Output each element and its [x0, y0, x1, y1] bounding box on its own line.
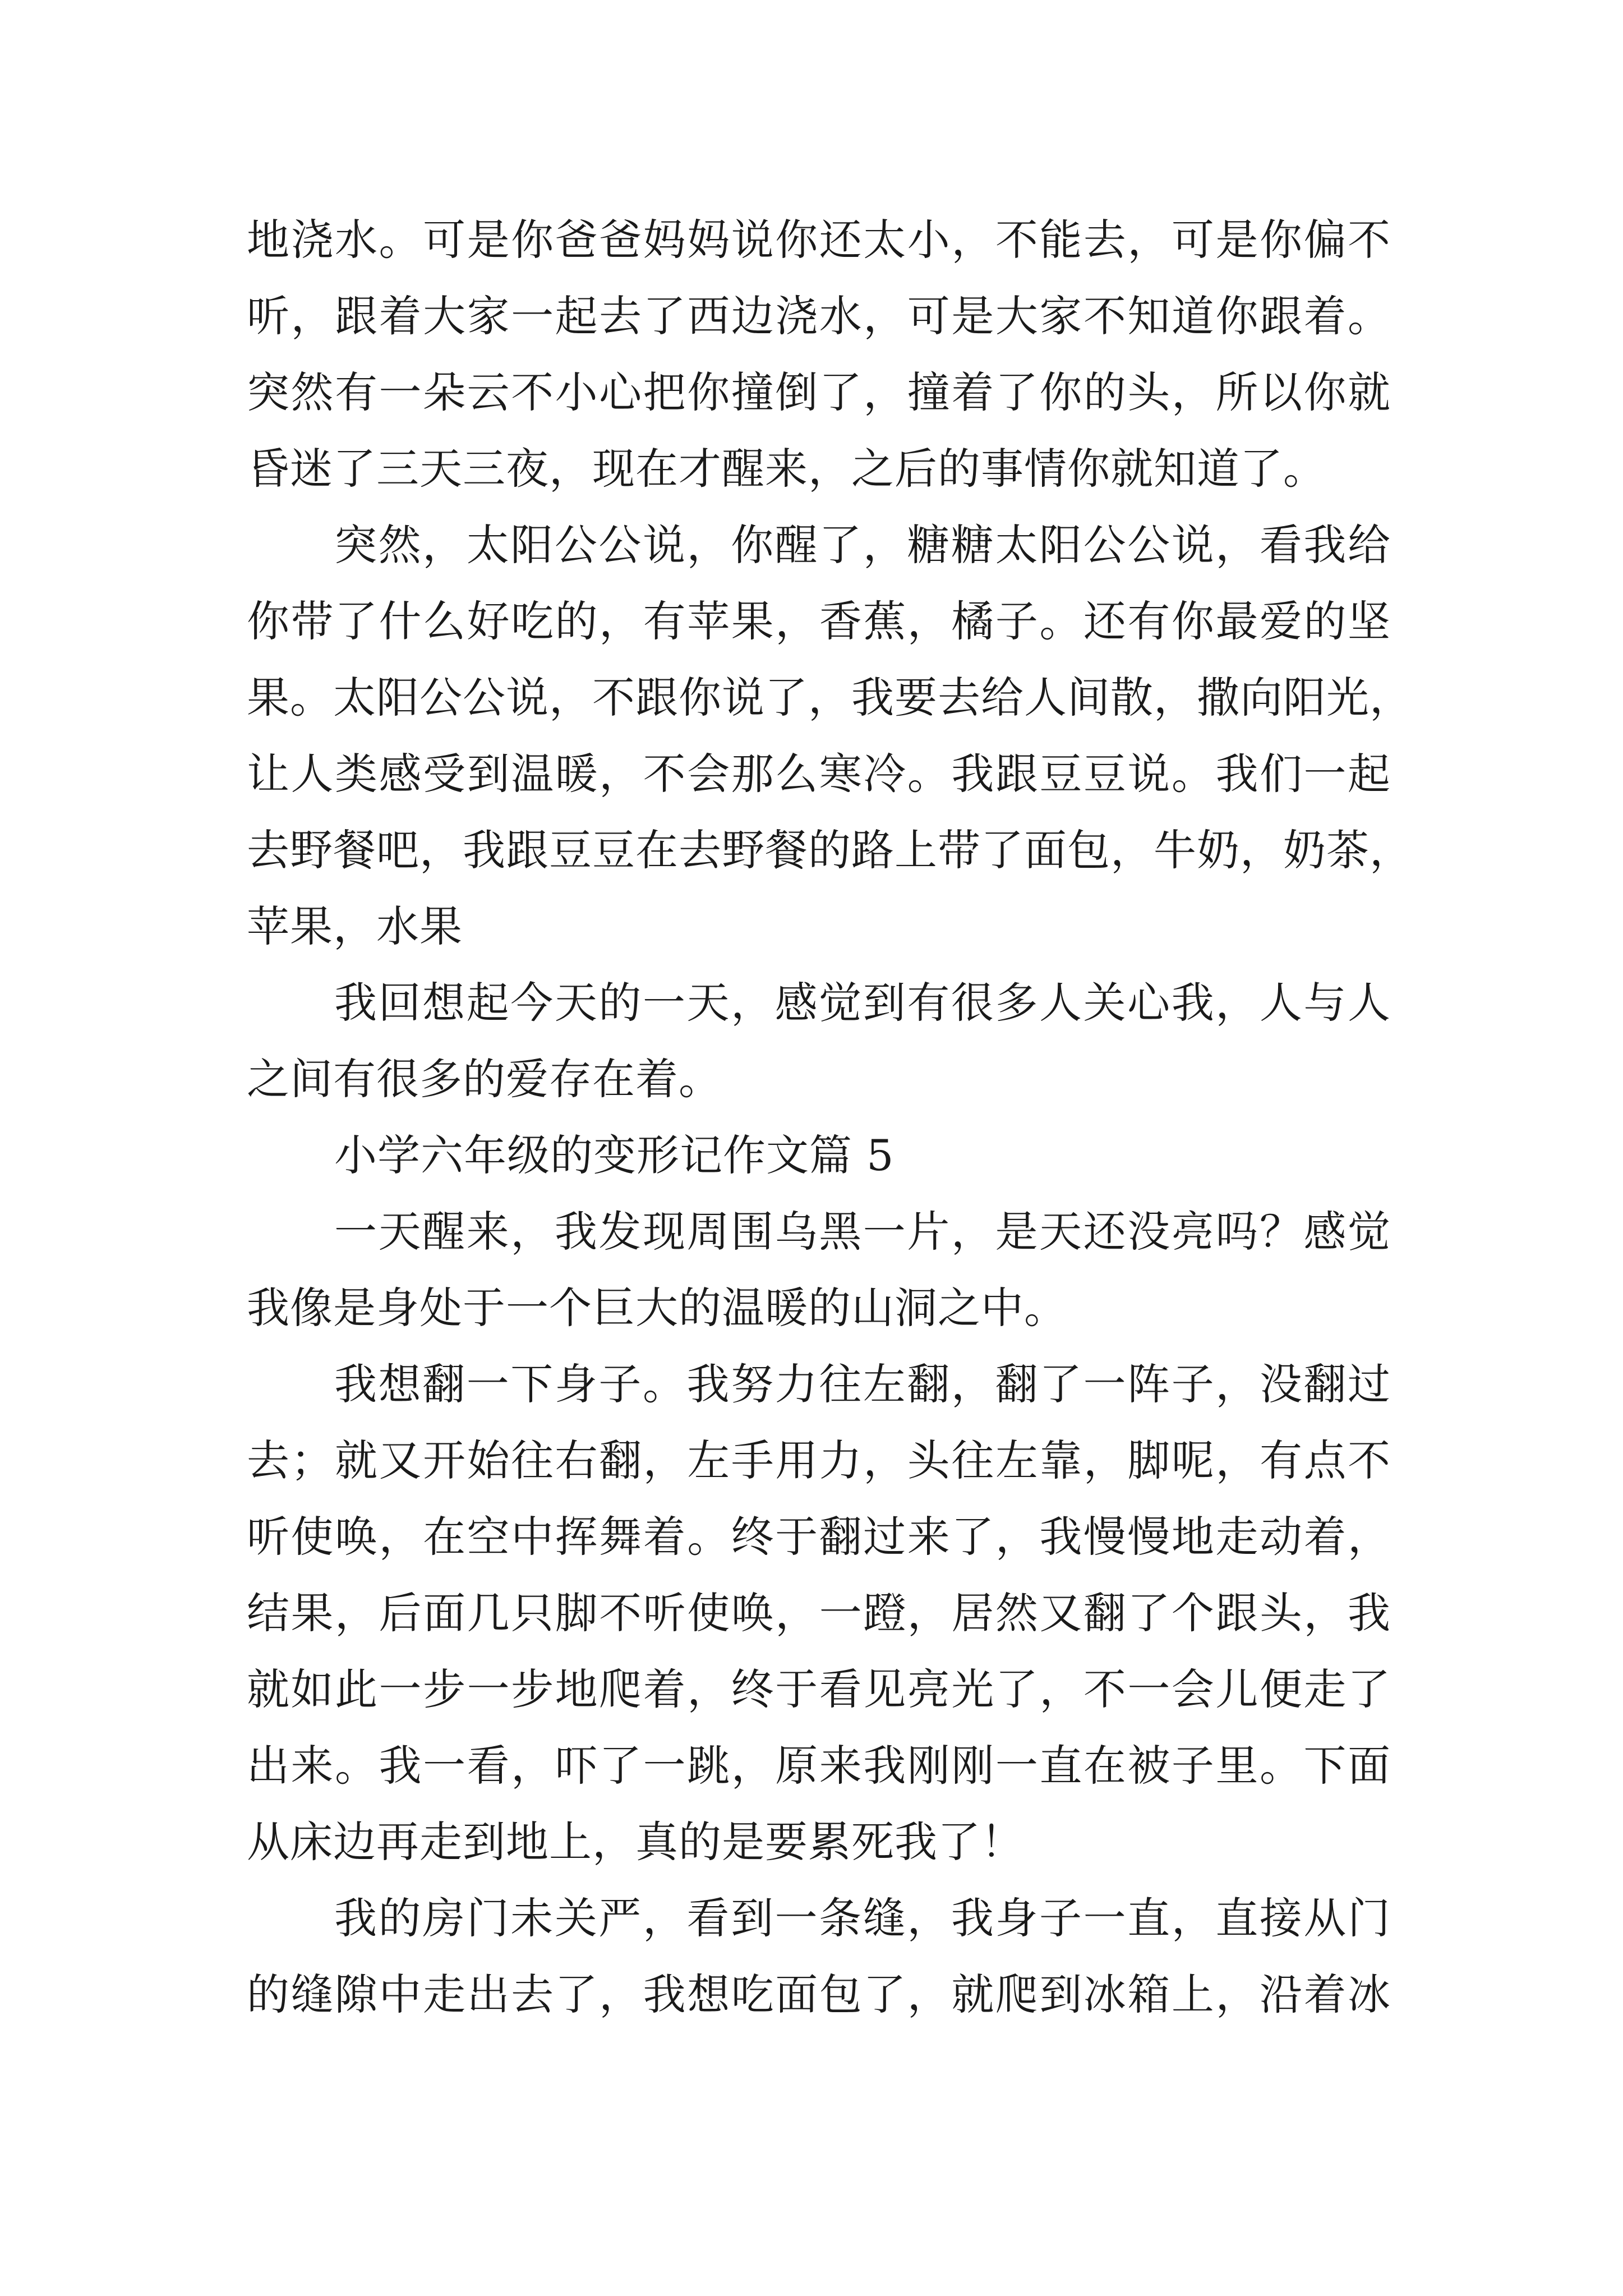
text-line: 去；就又开始往右翻，左手用力，头往左靠，脚呢，有点不 [247, 1435, 1391, 1485]
text-line: 的缝隙中走出去了，我想吃面包了，就爬到冰箱上，沿着冰 [247, 1970, 1391, 2019]
text-line: 我回想起今天的一天，感觉到有很多人关心我，人与人 [334, 978, 1391, 1028]
document-body [247, 202, 1413, 2033]
text-line: 昏迷了三天三夜，现在才醒来，之后的事情你就知道了。 [247, 444, 1326, 494]
text-line: 结果，后面几只脚不听使唤，一蹬，居然又翻了个跟头，我 [247, 1588, 1391, 1638]
text-line: 我的房门未关严，看到一条缝，我身子一直，直接从门 [334, 1893, 1391, 1943]
text-line: 地浇水。可是你爸爸妈妈说你还太小，不能去，可是你偏不 [247, 215, 1391, 265]
text-line: 小学六年级的变形记作文篇 5 [334, 1130, 895, 1180]
text-line: 听，跟着大家一起去了西边浇水，可是大家不知道你跟着。 [247, 291, 1391, 341]
text-line: 就如此一步一步地爬着，终于看见亮光了，不一会儿便走了 [247, 1664, 1391, 1714]
text-line: 去野餐吧，我跟豆豆在去野餐的路上带了面包，牛奶，奶茶， [247, 825, 1413, 875]
text-line: 苹果，水果 [247, 901, 463, 951]
text-line: 你带了什么好吃的，有苹果，香蕉，橘子。还有你最爱的坚 [247, 596, 1391, 646]
text-line: 听使唤，在空中挥舞着。终于翻过来了，我慢慢地走动着， [247, 1512, 1391, 1562]
text-line: 从床边再走到地上，真的是要累死我了！ [247, 1817, 1024, 1867]
text-line: 让人类感受到温暖，不会那么寒冷。我跟豆豆说。我们一起 [247, 749, 1391, 799]
text-line: 突然，太阳公公说，你醒了，糖糖太阳公公说，看我给 [334, 520, 1391, 570]
text-line: 突然有一朵云不小心把你撞倒了，撞着了你的头，所以你就 [247, 367, 1391, 417]
text-line: 我想翻一下身子。我努力往左翻，翻了一阵子，没翻过 [334, 1359, 1391, 1409]
text-line: 果。太阳公公说，不跟你说了，我要去给人间散，撒向阳光， [247, 673, 1413, 723]
text-line: 出来。我一看，吓了一跳，原来我刚刚一直在被子里。下面 [247, 1741, 1391, 1791]
text-line: 之间有很多的爱存在着。 [247, 1054, 722, 1104]
text-line: 一天醒来，我发现周围乌黑一片，是天还没亮吗？感觉 [334, 1207, 1391, 1257]
text-line: 我像是身处于一个巨大的温暖的山洞之中。 [247, 1283, 1067, 1333]
